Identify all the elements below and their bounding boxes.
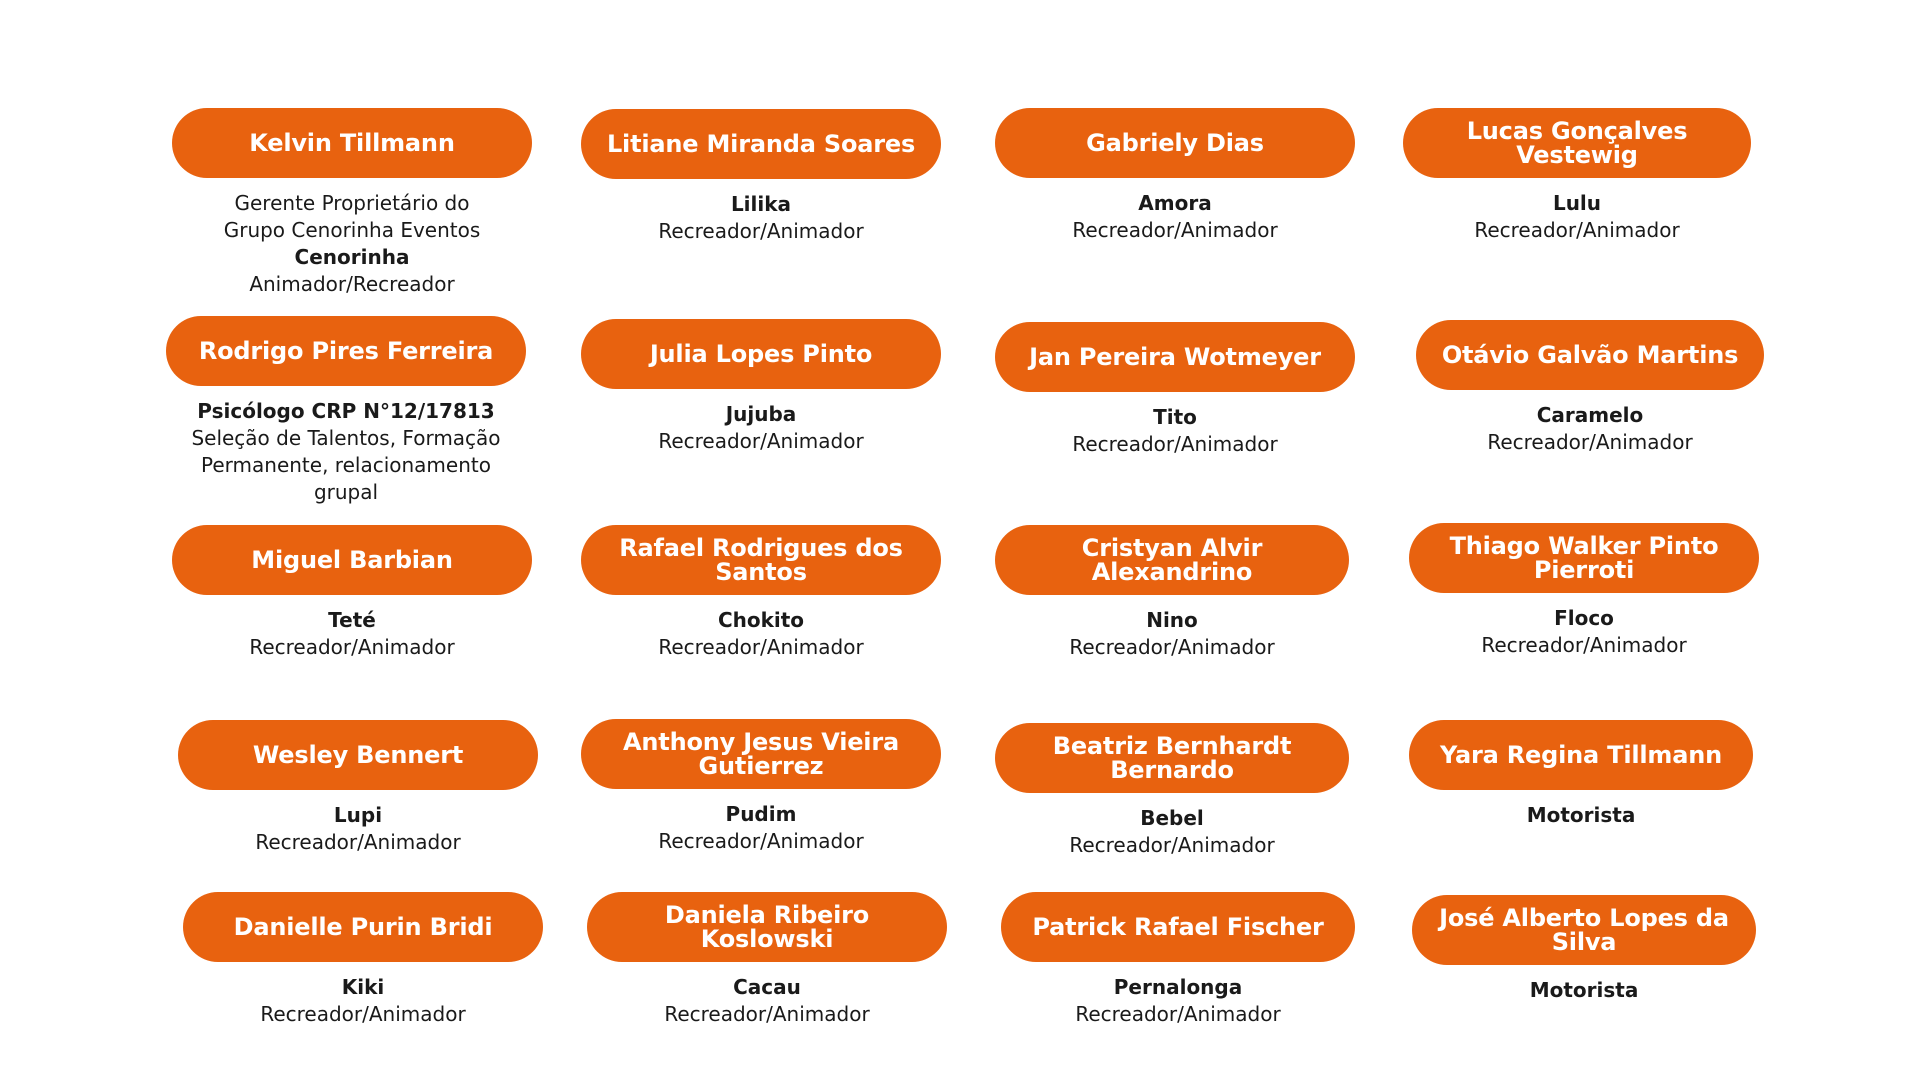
member-role-line: Recreador/Animador — [1072, 432, 1278, 456]
member-name-pill — [1001, 892, 1355, 962]
member-details — [575, 401, 947, 455]
member-nickname: Motorista — [1526, 803, 1636, 827]
member-role-line: Recreador/Animador — [658, 429, 864, 453]
member-nickname: Amora — [1138, 191, 1212, 215]
member-role-line: Recreador/Animador — [1069, 833, 1275, 857]
member-details — [986, 607, 1358, 661]
member-nickname: Chokito — [717, 608, 805, 632]
member-name-pill — [172, 525, 532, 595]
member-card — [992, 892, 1364, 1028]
member-role-line: Recreador/Animador — [1075, 1002, 1281, 1026]
member-card — [1391, 108, 1763, 244]
member-details — [581, 974, 953, 1028]
member-card — [1395, 720, 1767, 829]
member-name: Rafael Rodrigues dos Santos — [619, 534, 903, 586]
member-details — [166, 190, 538, 298]
member-name: Julia Lopes Pinto — [649, 340, 873, 368]
member-name: Thiago Walker Pinto Pierroti — [1449, 532, 1719, 584]
member-nickname: Lupi — [333, 803, 383, 827]
member-nickname: Pernalonga — [1113, 975, 1243, 999]
member-details — [1404, 402, 1776, 456]
member-role-line: Seleção de Talentos, Formação — [191, 426, 501, 450]
member-nickname: Kiki — [341, 975, 385, 999]
member-name: Litiane Miranda Soares — [606, 130, 916, 158]
member-role-line: Recreador/Animador — [1069, 635, 1275, 659]
member-nickname: Nino — [1146, 608, 1198, 632]
member-name-pill — [1403, 108, 1751, 178]
member-name-pill — [581, 319, 941, 389]
member-name: Wesley Bennert — [252, 741, 464, 769]
member-name-pill — [587, 892, 947, 962]
member-role-line: Recreador/Animador — [1481, 633, 1687, 657]
member-role-line: Recreador/Animador — [260, 1002, 466, 1026]
member-name: Beatriz Bernhardt Bernardo — [1052, 732, 1292, 784]
member-details — [992, 974, 1364, 1028]
member-name-pill — [172, 108, 532, 178]
member-details — [575, 801, 947, 855]
member-card — [575, 319, 947, 455]
member-name: Kelvin Tillmann — [249, 129, 455, 157]
member-details — [166, 607, 538, 661]
member-nickname: Cacau — [733, 975, 801, 999]
member-card — [177, 892, 549, 1028]
member-name-pill — [995, 723, 1349, 793]
member-card — [575, 719, 947, 855]
member-name-pill — [166, 316, 526, 386]
member-details — [986, 805, 1358, 859]
member-nickname: Tito — [1153, 405, 1197, 429]
member-name: Daniela Ribeiro Koslowski — [664, 901, 870, 953]
member-name-pill — [1409, 523, 1759, 593]
member-name-pill — [1412, 895, 1756, 965]
member-name: Anthony Jesus Vieira Gutierrez — [623, 728, 899, 780]
member-nickname: Pudim — [725, 802, 797, 826]
member-name: Yara Regina Tillmann — [1440, 741, 1722, 769]
member-role-line: grupal — [313, 480, 379, 504]
member-nickname: Caramelo — [1536, 403, 1644, 427]
member-name: Gabriely Dias — [1086, 129, 1264, 157]
member-name-pill — [1416, 320, 1764, 390]
member-card — [160, 316, 532, 506]
member-name: Patrick Rafael Fischer — [1032, 913, 1324, 941]
member-details — [1395, 802, 1767, 829]
member-details — [172, 802, 544, 856]
member-card — [575, 109, 947, 245]
member-name-pill — [581, 719, 941, 789]
member-nickname: Cenorinha — [294, 245, 410, 269]
member-card — [1404, 320, 1776, 456]
member-name: Jan Pereira Wotmeyer — [1029, 343, 1321, 371]
member-role-line: Gerente Proprietário do — [234, 191, 470, 215]
member-name-pill — [581, 109, 941, 179]
member-name-pill — [995, 322, 1355, 392]
member-details — [989, 190, 1361, 244]
member-name: José Alberto Lopes da Silva — [1439, 904, 1729, 956]
member-name-pill — [183, 892, 543, 962]
member-card — [1398, 523, 1770, 659]
member-card — [1398, 895, 1770, 1004]
member-details — [160, 398, 532, 506]
member-role-line: Recreador/Animador — [1072, 218, 1278, 242]
member-name: Miguel Barbian — [251, 546, 453, 574]
member-name-pill — [581, 525, 941, 595]
member-nickname: Psicólogo CRP N°12/17813 — [197, 399, 495, 423]
member-role-line: Recreador/Animador — [1474, 218, 1680, 242]
member-role-line: Recreador/Animador — [658, 219, 864, 243]
member-name: Danielle Purin Bridi — [233, 913, 493, 941]
member-name: Cristyan Alvir Alexandrino — [1081, 534, 1263, 586]
member-name: Lucas Gonçalves Vestewig — [1466, 117, 1688, 169]
member-role-line: Recreador/Animador — [658, 829, 864, 853]
member-card — [172, 720, 544, 856]
member-role-line: Recreador/Animador — [658, 635, 864, 659]
member-name-pill — [995, 108, 1355, 178]
member-details — [989, 404, 1361, 458]
member-name: Otávio Galvão Martins — [1441, 341, 1739, 369]
member-role-line: Recreador/Animador — [255, 830, 461, 854]
member-name-pill — [1409, 720, 1753, 790]
member-role-line: Recreador/Animador — [249, 635, 455, 659]
member-role-line: Grupo Cenorinha Eventos — [223, 218, 481, 242]
member-card — [581, 892, 953, 1028]
member-card — [575, 525, 947, 661]
member-nickname: Floco — [1554, 606, 1614, 630]
member-card — [989, 108, 1361, 244]
member-details — [575, 191, 947, 245]
member-name-pill — [178, 720, 538, 790]
member-details — [1391, 190, 1763, 244]
member-details — [1398, 977, 1770, 1004]
member-details — [1398, 605, 1770, 659]
member-card — [986, 723, 1358, 859]
member-card — [166, 525, 538, 661]
member-name-pill — [995, 525, 1349, 595]
member-nickname: Teté — [328, 608, 376, 632]
member-details — [575, 607, 947, 661]
member-nickname: Jujuba — [725, 402, 797, 426]
member-role-line: Recreador/Animador — [1487, 430, 1693, 454]
member-nickname: Lilika — [730, 192, 792, 216]
member-role-line: Animador/Recreador — [249, 272, 455, 296]
member-role-line: Recreador/Animador — [664, 1002, 870, 1026]
member-card — [989, 322, 1361, 458]
member-details — [177, 974, 549, 1028]
member-card — [986, 525, 1358, 661]
member-card — [166, 108, 538, 298]
member-nickname: Bebel — [1140, 806, 1204, 830]
member-name: Rodrigo Pires Ferreira — [198, 337, 494, 365]
member-role-line: Permanente, relacionamento — [201, 453, 491, 477]
member-nickname: Lulu — [1552, 191, 1602, 215]
member-nickname: Motorista — [1529, 978, 1639, 1002]
